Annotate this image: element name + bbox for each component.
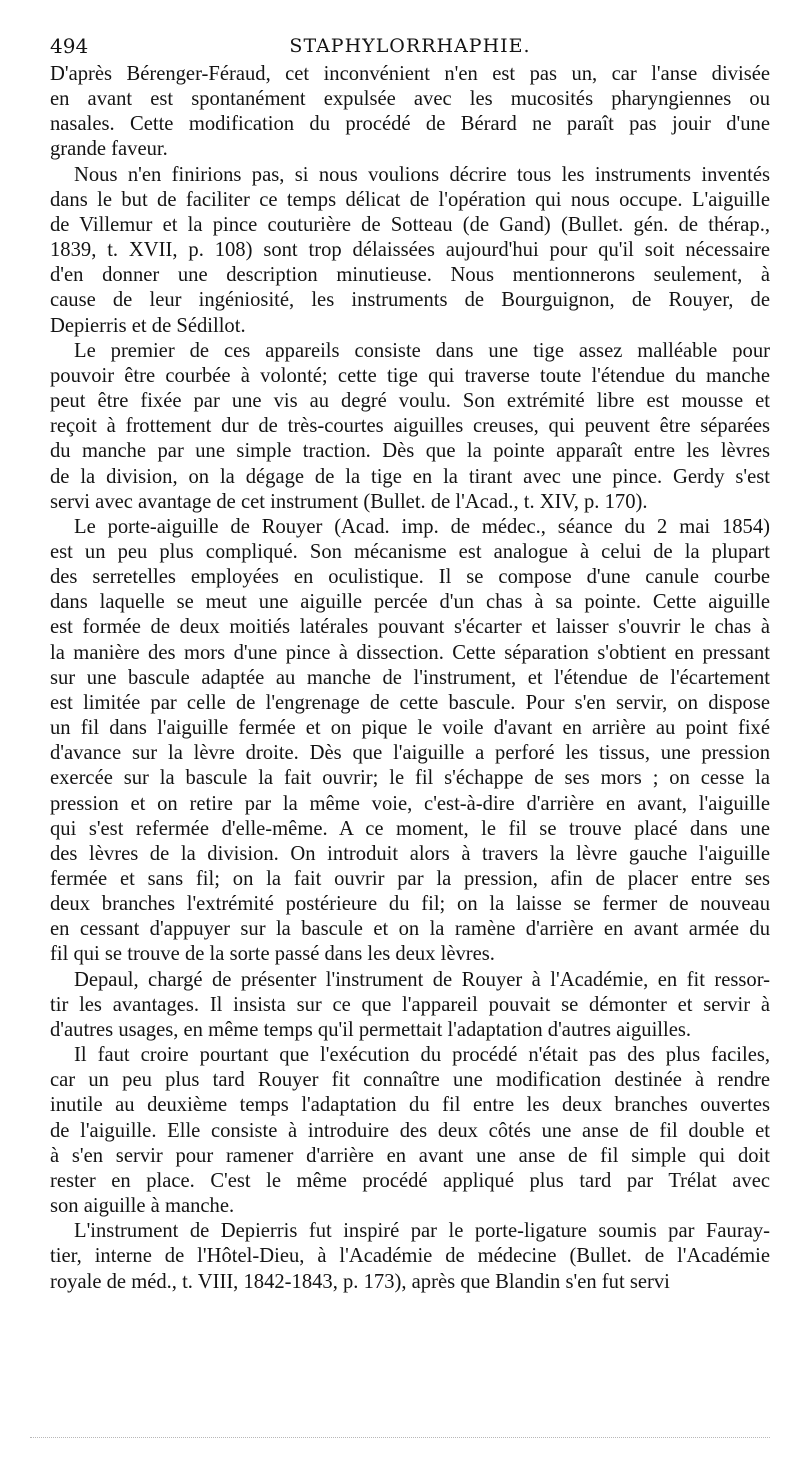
text-line: deux branches l'extrémité postérieure du fil; on la laisse se fermer de nouveau [50, 893, 770, 916]
text-line: d'avance sur la lèvre droite. Dès que l'aiguille a perforé les tissus, une pression [50, 742, 770, 765]
text-line: sur une bascule adaptée au manche de l'instrument, et l'étendue de l'écartement [50, 666, 770, 689]
text-line: inutile au deuxième temps l'adaptation du fil entre les deux branches ouvertes [50, 1094, 770, 1117]
text-line: royale de méd., t. VIII, 1842-1843, p. 173), après que Blandin s'en fut servi [50, 1270, 670, 1293]
text-line: est un peu plus compliqué. Son mécanisme est analogue à celui de la plupart [50, 540, 770, 563]
text-line: Depaul, chargé de présenter l'instrument de Rouyer à l'Académie, en fit ressor- [74, 968, 770, 991]
text-line: fil qui se trouve de la sorte passé dans les deux lèvres. [50, 943, 495, 966]
text-line: pouvoir être courbée à volonté; cette tige qui traverse toute l'étendue du manche [50, 364, 770, 387]
text-line: d'en donner une description minutieuse. Nous mentionnerons seulement, à [50, 264, 770, 287]
text-line: tir les avantages. Il insista sur ce que l'appareil pouvait se démonter et servir à [50, 993, 770, 1016]
text-line: 1839, t. XVII, p. 108) sont trop délaissées aujourd'hui pour qu'il soit nécessaire [50, 239, 770, 262]
text-line: fermée et sans fil; on la fait ouvrir par la pression, afin de placer entre ses [50, 868, 770, 890]
text-line: des lèvres de la division. On introduit alors à travers la lèvre gauche l'aiguille [50, 842, 770, 865]
text-line: grande faveur. [50, 138, 168, 161]
text-line: cause de leur ingéniosité, les instruments de Bourguignon, de Rouyer, de [50, 289, 770, 312]
paragraph [50, 163, 770, 339]
text-line: tier, interne de l'Hôtel-Dieu, à l'Académie de médecine (Bullet. de l'Académie [50, 1245, 770, 1268]
text-line: peut être fixée par une vis au degré voulu. Son extrémité libre est mousse et [50, 390, 770, 413]
text-line: de Villemur et la pince couturière de Sotteau (de Gand) (Bullet. gén. de thérap., [50, 213, 770, 236]
text-line: L'instrument de Depierris fut inspiré par le porte-ligature soumis par Fauray- [74, 1220, 770, 1243]
paragraph [50, 339, 770, 515]
text-line: Nous n'en finirions pas, si nous voulions décrire tous les instruments inventés [74, 163, 770, 186]
text-line: en cessant d'appuyer sur la bascule et on la ramène d'arrière en avant armée du [50, 918, 770, 941]
text-line: nasales. Cette modification du procédé de Bérard ne paraît pas jouir d'une [50, 113, 770, 136]
text-line: la manière des mors d'une pince à dissection. Cette séparation s'obtient en pressant [50, 641, 770, 664]
paragraph [50, 62, 770, 163]
body-text [50, 62, 770, 1295]
text-line: rester en place. C'est le même procédé appliqué plus tard par Trélat avec [50, 1169, 770, 1192]
text-line: des serretelles employées en oculistique. Il se compose d'une canule courbe [50, 566, 770, 589]
paragraph [50, 515, 770, 968]
text-line: est formée de deux moitiés latérales pouvant s'écarter et laisser s'ouvrir le chas à [50, 616, 770, 639]
text-line: est limitée par celle de l'engrenage de cette bascule. Pour s'en servir, on dispose [50, 691, 770, 714]
text-line: de la division, on la dégage de la tige en la tirant avec une pince. Gerdy s'est [50, 465, 770, 488]
page-header [50, 32, 770, 60]
page-number: 494 [50, 34, 89, 58]
text-line: dans le but de faciliter ce temps délicat de l'opération qui nous occupe. L'aiguille [50, 188, 770, 211]
bottom-rule [30, 1437, 770, 1438]
text-line: Le porte-aiguille de Rouyer (Acad. imp. de médec., séance du 2 mai 1854) [74, 515, 770, 538]
text-line: reçoit à frottement dur de très-courtes aiguilles creuses, qui peuvent être séparées [50, 415, 770, 438]
text-line: pression et on retire par la même voie, c'est-à-dire d'arrière en avant, l'aiguille [50, 792, 770, 815]
text-line: dans laquelle se meut une aiguille percée d'un chas à sa pointe. Cette aiguille [50, 591, 770, 614]
text-line: de l'aiguille. Elle consiste à introduire des deux côtés une anse de fil double et [50, 1119, 770, 1142]
text-line: exercée sur la bascule la fait ouvrir; le fil s'échappe de ses mors ; on cesse la [50, 767, 770, 790]
text-line: son aiguille à manche. [50, 1195, 235, 1218]
text-line: qui s'est refermée d'elle-même. A ce moment, le fil se trouve placé dans une [50, 817, 770, 840]
paragraph [50, 1043, 770, 1219]
text-line: servi avec avantage de cet instrument (Bullet. de l'Acad., t. XIV, p. 170). [50, 490, 648, 513]
text-line: du manche par une simple traction. Dès que la pointe apparaît entre les lèvres [50, 440, 770, 463]
text-line: Le premier de ces appareils consiste dans une tige assez malléable pour [74, 339, 770, 362]
text-line: un fil dans l'aiguille fermée et on pique le voile d'avant en arrière au point fixé [50, 717, 770, 740]
running-title: STAPHYLORRHAPHIE. [289, 35, 531, 57]
text-line: Depierris et de Sédillot. [50, 314, 246, 337]
text-line: d'autres usages, en même temps qu'il permettait l'adaptation d'autres aiguilles. [50, 1018, 692, 1041]
text-line: car un peu plus tard Rouyer fit connaître une modification destinée à rendre [50, 1069, 770, 1092]
text-line: D'après Bérenger-Féraud, cet inconvénient n'en est pas un, car l'anse divisée [50, 63, 770, 85]
text-line: Il faut croire pourtant que l'exécution du procédé n'était pas des plus faciles, [74, 1044, 770, 1067]
paragraph [50, 968, 770, 1043]
text-line: à s'en servir pour ramener d'arrière en avant une anse de fil simple qui doit [50, 1144, 770, 1167]
text-line: en avant est spontanément expulsée avec les mucosités pharyngiennes ou [50, 88, 770, 111]
paragraph [50, 1219, 770, 1294]
